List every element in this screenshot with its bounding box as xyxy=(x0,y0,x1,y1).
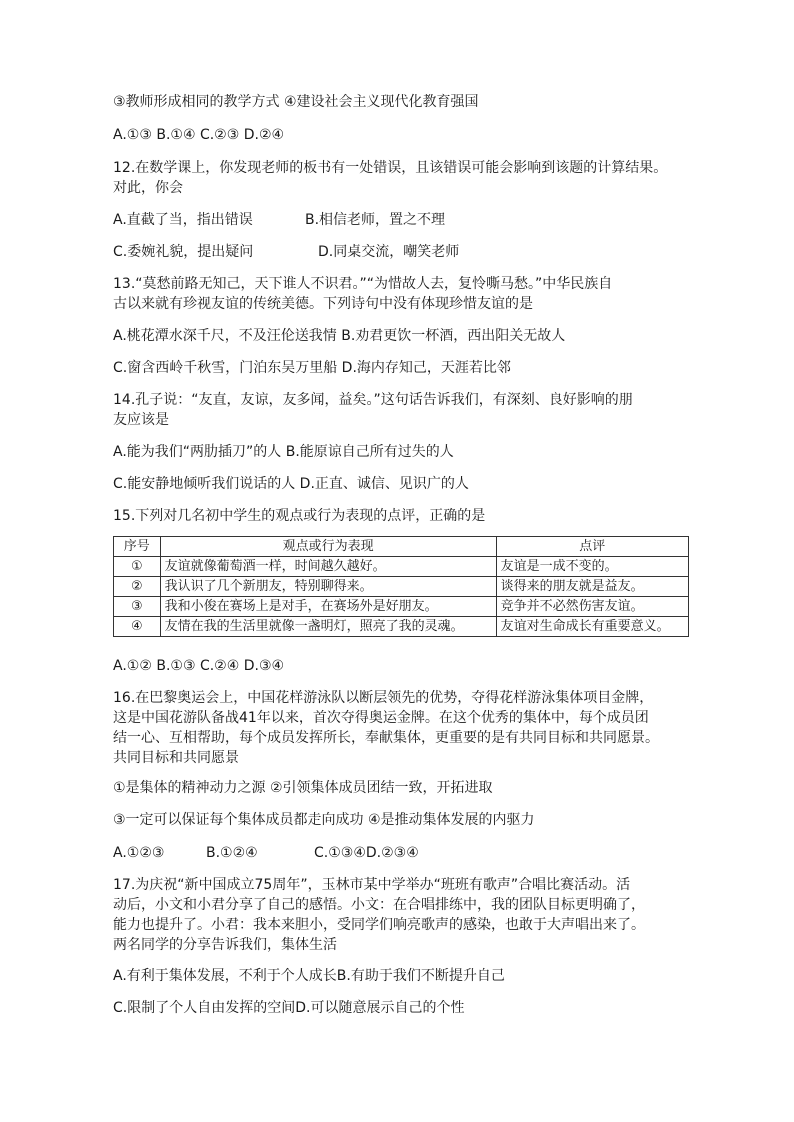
text: ①是集体的精神动力之源 ②引领集体成员团结一致，开拓进取 xyxy=(113,780,493,796)
cell-comment: 竞争并不必然伤害友谊。 xyxy=(496,597,688,617)
table-row xyxy=(114,617,689,637)
text: 动后，小文和小君分享了自己的感悟。小文：在合唱排练中，我的团队目标更明确了， xyxy=(113,897,645,913)
text: 17.为庆祝“新中国成立75周年”，玉林市某中学举办“班班有歌声”合唱比赛活动。活 xyxy=(113,877,631,893)
header-view: 观点或行为表现 xyxy=(160,537,496,557)
text: 12.在数学课上，你发现老师的板书有一处错误，且该错误可能会影响到该题的计算结果。 xyxy=(113,160,668,176)
text: 两名同学的分享告诉我们，集体生活 xyxy=(113,937,337,953)
text: ③教师形成相同的教学方式 ④建设社会主义现代化教育强国 xyxy=(113,94,479,110)
q13-options-ab xyxy=(113,326,565,346)
q16-statements-12 xyxy=(113,778,493,798)
q14-options-ab xyxy=(113,442,454,462)
text: 能力也提升了。小君：我本来胆小，受同学们响亮歌声的感染，也敢于大声唱出来了。 xyxy=(113,917,645,933)
q12-stem-cont xyxy=(113,178,183,198)
q15-answer-choices xyxy=(113,656,284,676)
text: A.有利于集体发展，不利于个人成长B.有助于我们不断提升自己 xyxy=(113,968,505,984)
q12-stem xyxy=(113,158,667,178)
text: ③一定可以保证每个集体成员都走向成功 ④是推动集体发展的内驱力 xyxy=(113,812,535,828)
q12-options-ab xyxy=(113,210,445,230)
cell-index: ④ xyxy=(114,617,161,637)
option-cd: C.①③④D.②③④ xyxy=(314,845,419,861)
text: C.限制了个人自由发挥的空间D.可以随意展示自己的个性 xyxy=(113,1000,465,1016)
cell-comment: 友谊对生命成长有重要意义。 xyxy=(496,617,688,637)
text: A.能为我们“两肋插刀”的人 B.能原谅自己所有过失的人 xyxy=(113,444,454,460)
q11-answer-choices xyxy=(113,125,284,145)
header-comment: 点评 xyxy=(496,537,688,557)
option-a: A.直截了当，指出错误 xyxy=(113,212,253,228)
text: 共同目标和共同愿景 xyxy=(113,750,239,766)
text: 13.“莫愁前路无知己，天下谁人不识君。”“为惜故人去，复怜嘶马愁。”中华民族自 xyxy=(113,276,613,292)
option-a: A.①②③ xyxy=(113,845,165,861)
q16-stem-cont xyxy=(113,728,659,748)
q13-options-cd xyxy=(113,358,511,378)
q13-stem xyxy=(113,274,612,294)
cell-view: 我和小俊在赛场上是对手，在赛场外是好朋友。 xyxy=(160,597,496,617)
q17-options-cd xyxy=(113,998,464,1018)
cell-view: 友情在我的生活里就像一盏明灯，照亮了我的灵魂。 xyxy=(160,617,496,637)
q16-answer-choices xyxy=(113,843,419,863)
text: C.能安静地倾听我们说话的人 D.正直、诚信、见识广的人 xyxy=(113,476,469,492)
q16-statements-34 xyxy=(113,810,535,830)
q14-stem xyxy=(113,390,633,410)
text: 这是中国花游队备战41年以来，首次夺得奥运金牌。在这个优秀的集体中，每个成员团 xyxy=(113,710,649,726)
table-row xyxy=(114,577,689,597)
text: A.桃花潭水深千尺，不及汪伦送我情 B.劝君更饮一杯酒，西出阳关无故人 xyxy=(113,328,566,344)
text: 14.孔子说：“友直，友谅，友多闻，益矣。”这句话告诉我们，有深刻、良好影响的朋 xyxy=(113,392,633,408)
cell-comment: 友谊是一成不变的。 xyxy=(496,557,688,577)
q17-stem-cont xyxy=(113,935,337,955)
header-index: 序号 xyxy=(114,537,161,557)
q11-option-line xyxy=(113,92,479,112)
q16-stem-cont xyxy=(113,748,239,768)
cell-comment: 谈得来的朋友就是益友。 xyxy=(496,577,688,597)
q16-stem xyxy=(113,688,653,708)
text: A.①③ B.①④ C.②③ D.②④ xyxy=(113,127,285,143)
text: 16.在巴黎奥运会上，中国花样游泳队以断层领先的优势，夺得花样游泳集体项目金牌， xyxy=(113,690,654,706)
text: 15.下列对几名初中学生的观点或行为表现的点评，正确的是 xyxy=(113,508,486,524)
q17-stem-cont xyxy=(113,915,645,935)
option-c: C.委婉礼貌，提出疑问 xyxy=(113,244,254,260)
table-row xyxy=(114,557,689,577)
q17-options-ab xyxy=(113,966,505,986)
q17-stem xyxy=(113,875,630,895)
text: 友应该是 xyxy=(113,412,169,428)
text: A.①② B.①③ C.②④ D.③④ xyxy=(113,658,285,674)
table-row xyxy=(114,597,689,617)
q15-stem xyxy=(113,506,485,526)
q14-options-cd xyxy=(113,474,469,494)
q14-stem-cont xyxy=(113,410,169,430)
q12-options-cd xyxy=(113,242,459,262)
cell-index: ② xyxy=(114,577,161,597)
q15-table xyxy=(113,536,689,637)
option-d: D.同桌交流，嘲笑老师 xyxy=(318,244,460,260)
cell-index: ① xyxy=(114,557,161,577)
cell-view: 我认识了几个新朋友，特别聊得来。 xyxy=(160,577,496,597)
q16-stem-cont xyxy=(113,708,649,728)
q13-stem-cont xyxy=(113,294,533,314)
cell-index: ③ xyxy=(114,597,161,617)
table-header-row xyxy=(114,537,689,557)
text: 对此，你会 xyxy=(113,180,183,196)
text: 结一心、互相帮助，每个成员发挥所长，奉献集体，更重要的是有共同目标和共同愿景。 xyxy=(113,730,659,746)
option-b: B.①②④ xyxy=(206,845,258,861)
q17-stem-cont xyxy=(113,895,645,915)
cell-view: 友谊就像葡萄酒一样，时间越久越好。 xyxy=(160,557,496,577)
text: 古以来就有珍视友谊的传统美德。下列诗句中没有体现珍惜友谊的是 xyxy=(113,296,533,312)
text: C.窗含西岭千秋雪，门泊东吴万里船 D.海内存知己，天涯若比邻 xyxy=(113,360,511,376)
option-b: B.相信老师，置之不理 xyxy=(305,212,446,228)
